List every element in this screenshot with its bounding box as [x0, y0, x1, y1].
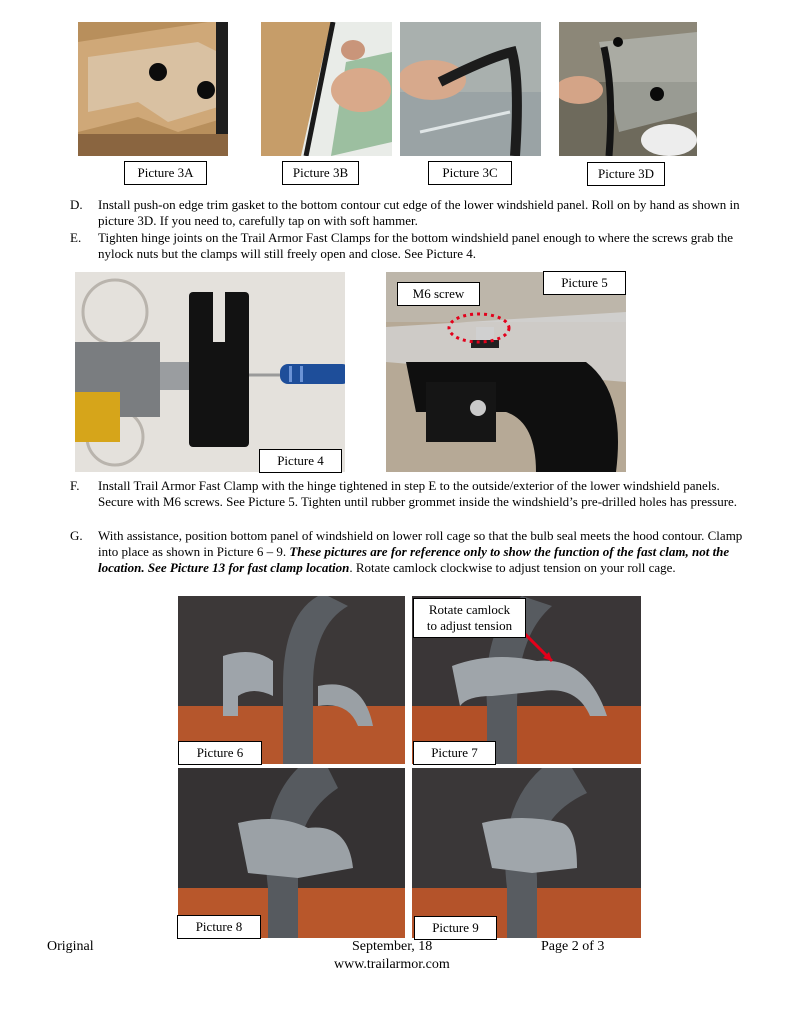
callout-rotate-camlock-line1: Rotate camlock [428, 602, 511, 617]
caption-picture-3c: Picture 3C [428, 161, 512, 185]
caption-picture-6: Picture 6 [178, 741, 262, 765]
photo-3c [400, 22, 541, 156]
photo-3b [261, 22, 392, 156]
footer-original: Original [47, 939, 94, 954]
caption-picture-3d: Picture 3D [587, 162, 665, 186]
step-g-label: G. [70, 528, 83, 543]
photo-8 [178, 768, 405, 938]
caption-picture-8: Picture 8 [177, 915, 261, 939]
caption-picture-3a: Picture 3A [124, 161, 207, 185]
photo-3a [78, 22, 228, 156]
step-d-label: D. [70, 197, 83, 212]
step-g-text-before: With assistance, position bottom panel of windshield on lower roll cage so that the bulb seal meets the hood contour. Clamp into place as shown in Picture 6 – 9. [98, 528, 743, 559]
caption-picture-7: Picture 7 [413, 741, 496, 765]
footer-date: September, 18 [352, 939, 433, 954]
caption-picture-5: Picture 5 [543, 271, 626, 295]
step-d [70, 197, 752, 229]
step-e-text: Tighten hinge joints on the Trail Armor Fast Clamps for the bottom windshield panel enough to where the screws grab the nylock nuts but the clamps will still freely open and close. See Picture 4. [98, 230, 734, 261]
step-g-text-after: . Rotate camlock clockwise to adjust tension on your roll cage. [349, 560, 676, 575]
caption-picture-3b: Picture 3B [282, 161, 359, 185]
footer-page-number: Page 2 of 3 [541, 939, 605, 954]
step-d-text: Install push-on edge trim gasket to the bottom contour cut edge of the lower windshield panel. Roll on by hand as shown in picture 3D. If you need to, carefully tap on with soft hammer. [98, 197, 740, 228]
photo-6 [178, 596, 405, 764]
step-f [70, 478, 752, 510]
photo-9 [412, 768, 641, 938]
photo-4 [75, 272, 345, 472]
step-g [70, 528, 752, 576]
callout-m6-screw: M6 screw [397, 282, 480, 306]
step-e [70, 230, 752, 262]
callout-rotate-camlock [413, 598, 526, 638]
footer-url: www.trailarmor.com [334, 957, 450, 972]
callout-rotate-camlock-line2: to adjust tension [426, 618, 513, 633]
caption-picture-4: Picture 4 [259, 449, 342, 473]
photo-3d [559, 22, 697, 156]
step-f-label: F. [70, 478, 80, 493]
step-f-text: Install Trail Armor Fast Clamp with the hinge tightened in step E to the outside/exterior of the lower windshield panels. Secure with M6 screws. See Picture 5. Tighten until rubber grommet inside the windshield’s pre-drilled holes has pressure. [98, 478, 738, 509]
step-e-label: E. [70, 230, 82, 245]
step-g-emphasis: These pictures are for reference only to show the function of the fast clam, not the location. See Picture 13 for fast clamp location [98, 544, 730, 575]
caption-picture-9: Picture 9 [414, 916, 497, 940]
